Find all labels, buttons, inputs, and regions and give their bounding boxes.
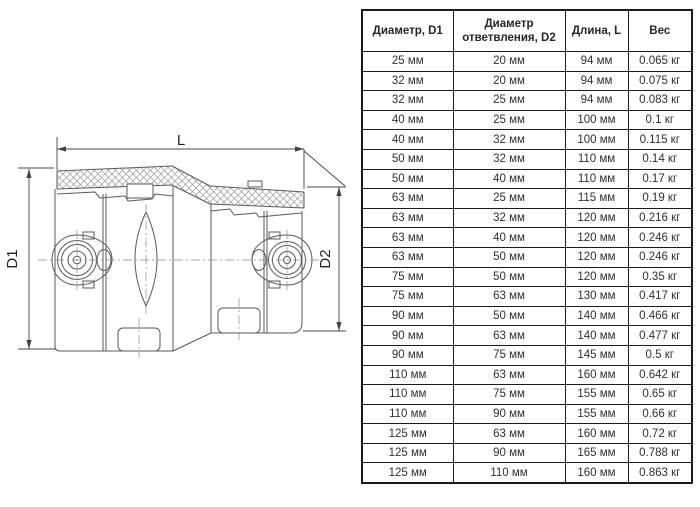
table-cell: 25 мм: [453, 110, 565, 130]
table-cell: 32 мм: [453, 130, 565, 150]
table-cell: 120 мм: [565, 247, 628, 267]
table-cell: 125 мм: [362, 463, 453, 483]
table-cell: 0.075 кг: [628, 71, 692, 91]
table-cell: 40 мм: [453, 169, 565, 189]
table-cell: 0.66 кг: [628, 404, 692, 424]
table-row: [362, 424, 692, 444]
table-cell: 63 мм: [362, 228, 453, 248]
table-cell: 110 мм: [362, 404, 453, 424]
table-cell: 0.246 кг: [628, 247, 692, 267]
table-row: [362, 228, 692, 248]
table-cell: 63 мм: [362, 189, 453, 209]
table-cell: 120 мм: [565, 267, 628, 287]
table-row: [362, 52, 692, 72]
table-cell: 63 мм: [453, 326, 565, 346]
table-row: [362, 326, 692, 346]
table-row: [362, 365, 692, 385]
table-cell: 0.115 кг: [628, 130, 692, 150]
spec-table-body: [362, 52, 692, 484]
table-cell: 110 мм: [362, 365, 453, 385]
table-cell: 125 мм: [362, 443, 453, 463]
table-cell: 90 мм: [453, 443, 565, 463]
table-cell: 155 мм: [565, 385, 628, 405]
table-cell: 50 мм: [453, 267, 565, 287]
table-cell: 0.477 кг: [628, 326, 692, 346]
table-cell: 75 мм: [453, 385, 565, 405]
table-cell: 140 мм: [565, 326, 628, 346]
table-cell: 94 мм: [565, 91, 628, 111]
table-row: [362, 287, 692, 307]
table-cell: 0.19 кг: [628, 189, 692, 209]
table-cell: 50 мм: [453, 306, 565, 326]
table-cell: 0.1 кг: [628, 110, 692, 130]
table-cell: 32 мм: [362, 71, 453, 91]
table-cell: 110 мм: [362, 385, 453, 405]
hatched-band: [57, 166, 304, 208]
band-clip: [127, 184, 153, 198]
table-cell: 100 мм: [565, 110, 628, 130]
table-header-row: [362, 10, 692, 52]
table-cell: 0.14 кг: [628, 149, 692, 169]
table-row: [362, 110, 692, 130]
table-cell: 120 мм: [565, 228, 628, 248]
table-cell: 32 мм: [453, 149, 565, 169]
table-cell: 125 мм: [362, 424, 453, 444]
table-cell: 63 мм: [362, 208, 453, 228]
table-row: [362, 345, 692, 365]
table-row: [362, 91, 692, 111]
table-cell: 0.17 кг: [628, 169, 692, 189]
header-branch-diameter-d2: Диаметр ответвления, D2: [453, 10, 565, 52]
table-cell: 0.083 кг: [628, 91, 692, 111]
table-cell: 75 мм: [453, 345, 565, 365]
table-cell: 0.065 кг: [628, 52, 692, 72]
table-cell: 100 мм: [565, 130, 628, 150]
table-cell: 160 мм: [565, 365, 628, 385]
table-row: [362, 247, 692, 267]
dimension-label-d2: D2: [317, 249, 334, 269]
table-row: [362, 385, 692, 405]
table-row: [362, 443, 692, 463]
table-cell: 155 мм: [565, 404, 628, 424]
table-row: [362, 71, 692, 91]
table-row: [362, 404, 692, 424]
table-cell: 0.5 кг: [628, 345, 692, 365]
table-cell: 0.466 кг: [628, 306, 692, 326]
table-cell: 0.246 кг: [628, 228, 692, 248]
table-cell: 160 мм: [565, 424, 628, 444]
table-cell: 0.863 кг: [628, 463, 692, 483]
table-cell: 50 мм: [362, 169, 453, 189]
table-cell: 140 мм: [565, 306, 628, 326]
table-cell: 0.642 кг: [628, 365, 692, 385]
table-cell: 160 мм: [565, 463, 628, 483]
table-cell: 20 мм: [453, 52, 565, 72]
table-cell: 63 мм: [453, 287, 565, 307]
table-cell: 0.216 кг: [628, 208, 692, 228]
table-cell: 0.65 кг: [628, 385, 692, 405]
table-cell: 0.417 кг: [628, 287, 692, 307]
table-cell: 110 мм: [565, 149, 628, 169]
table-cell: 50 мм: [453, 247, 565, 267]
table-cell: 94 мм: [565, 52, 628, 72]
table-cell: 145 мм: [565, 345, 628, 365]
table-cell: 110 мм: [453, 463, 565, 483]
table-cell: 110 мм: [565, 169, 628, 189]
table-cell: 40 мм: [362, 130, 453, 150]
table-cell: 63 мм: [453, 424, 565, 444]
spec-table-container: [361, 9, 693, 484]
header-weight: Вес: [628, 10, 692, 52]
table-row: [362, 306, 692, 326]
table-cell: 90 мм: [362, 306, 453, 326]
table-cell: 40 мм: [362, 110, 453, 130]
dimension-label-length: L: [176, 132, 186, 149]
table-cell: 25 мм: [362, 52, 453, 72]
spec-table: [361, 9, 693, 484]
table-row: [362, 189, 692, 209]
table-cell: 90 мм: [362, 345, 453, 365]
table-cell: 0.788 кг: [628, 443, 692, 463]
table-cell: 0.35 кг: [628, 267, 692, 287]
table-cell: 40 мм: [453, 228, 565, 248]
table-cell: 50 мм: [362, 149, 453, 169]
dimension-label-d1: D1: [4, 249, 21, 269]
fitting-drawing: [0, 118, 355, 386]
table-cell: 94 мм: [565, 71, 628, 91]
table-cell: 25 мм: [453, 189, 565, 209]
table-cell: 20 мм: [453, 71, 565, 91]
header-length-l: Длина, L: [565, 10, 628, 52]
table-cell: 120 мм: [565, 208, 628, 228]
table-cell: 115 мм: [565, 189, 628, 209]
table-cell: 32 мм: [362, 91, 453, 111]
table-cell: 0.72 кг: [628, 424, 692, 444]
table-cell: 130 мм: [565, 287, 628, 307]
table-cell: 90 мм: [453, 404, 565, 424]
table-cell: 75 мм: [362, 287, 453, 307]
table-row: [362, 267, 692, 287]
table-row: [362, 130, 692, 150]
table-cell: 165 мм: [565, 443, 628, 463]
table-cell: 90 мм: [362, 326, 453, 346]
table-cell: 75 мм: [362, 267, 453, 287]
table-cell: 63 мм: [453, 365, 565, 385]
table-row: [362, 149, 692, 169]
table-row: [362, 169, 692, 189]
table-cell: 63 мм: [362, 247, 453, 267]
table-cell: 32 мм: [453, 208, 565, 228]
table-row: [362, 208, 692, 228]
header-diameter-d1: Диаметр, D1: [362, 10, 453, 52]
band-tab: [248, 181, 262, 187]
table-row: [362, 463, 692, 483]
table-cell: 25 мм: [453, 91, 565, 111]
